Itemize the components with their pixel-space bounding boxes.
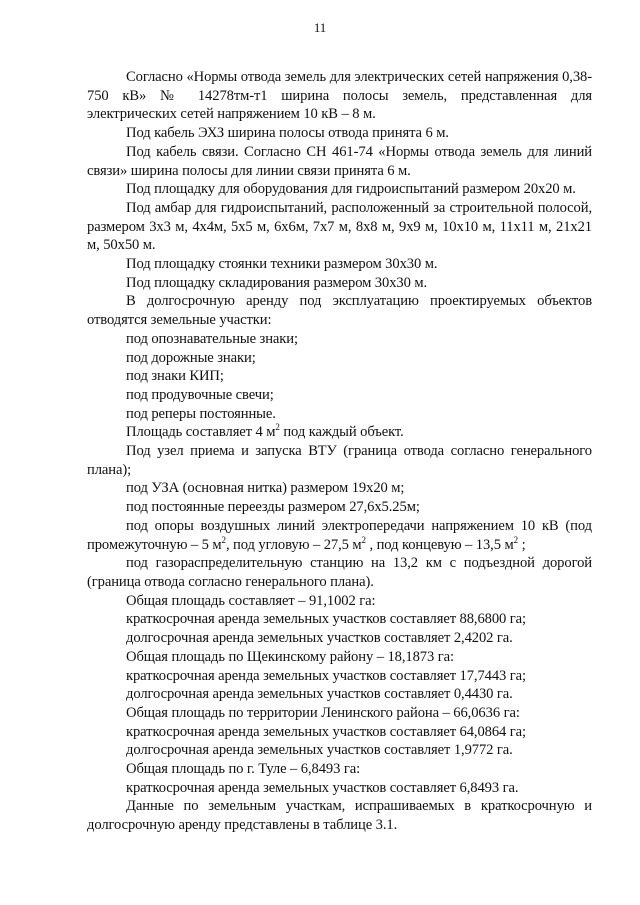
list-item: под реперы постоянные. — [126, 405, 276, 422]
superscript: 2 — [275, 422, 280, 433]
summary-line: краткосрочная аренда земельных участков составляет 88,6800 га; — [126, 611, 527, 628]
list-item: под опознавательные знаки; — [126, 330, 298, 347]
page-number: 11 — [313, 20, 327, 35]
paragraph: Данные по земельным участкам, испрашиваемых в краткосрочную и долгосрочную аренду представлены в таблице 3.1. — [87, 798, 592, 834]
list-item: под знаки КИП; — [126, 368, 224, 385]
paragraph: под газораспределительную станцию на 13,2 км с подъездной дорогой (граница отвода согласно генерального плана). — [87, 555, 592, 590]
list-item: под продувочные свечи; — [126, 386, 274, 403]
superscript: 2 — [513, 534, 519, 545]
summary-line: краткосрочная аренда земельных участков составляет 6,8493 га. — [126, 779, 519, 796]
summary-line: долгосрочная аренда земельных участков составляет 2,4202 га. — [126, 630, 513, 647]
summary-line: долгосрочная аренда земельных участков составляет 0,4430 га. — [126, 686, 513, 703]
document-body — [87, 68, 592, 835]
paragraph: Под площадку стоянки техники размером 30х30 м. — [126, 256, 438, 273]
area-statement — [87, 423, 592, 442]
summary-line: долгосрочная аренда земельных участков составляет 1,9772 га. — [126, 742, 513, 759]
paragraph-supports: под опоры воздушных линий электропередачи напряжением 10 кВ (под промежуточную – 5 $м^2$, под угловую – 27,5 $м^2$ , под концевую – 13,5 $м^2$ ; — [87, 517, 592, 553]
summary-line: краткосрочная аренда земельных участков составляет 17,7443 га; — [126, 667, 527, 684]
summary-line: Общая площадь по г. Туле – 6,8493 га: — [126, 761, 361, 778]
paragraph: Под кабель ЭХЗ ширина полосы отвода принята 6 м. — [126, 125, 449, 142]
summary-line: Общая площадь по Щекинскому району – 18,1873 га: — [126, 648, 454, 665]
list-item: под дорожные знаки; — [126, 349, 256, 366]
superscript: 2 — [361, 534, 366, 545]
paragraph: под постоянные переезды размером 27,6х5.25м; — [126, 499, 420, 516]
paragraph: Под площадку для оборудования для гидроиспытаний размером 20х20 м. — [126, 181, 576, 198]
area-text-end: под каждый объект. — [279, 424, 404, 441]
paragraph: Под амбар для гидроиспытаний, расположенный за строительной полосой, размером 3х3 м, 4х4м, 5х5 м, 6х6м, 7х7 м, 8х8 м, 9х9 м, 10х10 м, 11х11 м, 21х21 м, 50х50 м. — [87, 199, 592, 254]
paragraph: В долгосрочную аренду под эксплуатацию проектируемых объектов отводятся земельные участки: — [87, 293, 592, 329]
paragraph: под УЗА (основная нитка) размером 19х20 м; — [126, 480, 405, 497]
superscript: 2 — [221, 534, 226, 545]
paragraph: Под площадку складирования размером 30х30 м. — [126, 274, 428, 291]
paragraph: Согласно «Нормы отвода земель для электрических сетей напряжения 0,38-750 кВ» № 14278тм-т1 ширина полосы земель, представленная для электрических сетей напряжением 10 кВ – 8 м. — [87, 69, 592, 123]
summary-line: Общая площадь по территории Ленинского района – 66,0636 га: — [126, 704, 520, 721]
summary-line: Общая площадь составляет – 91,1002 га: — [126, 592, 376, 609]
paragraph: Под узел приема и запуска ВТУ (граница отвода согласно генерального плана); — [87, 443, 592, 478]
area-text: Площадь составляет 4 м — [126, 424, 276, 441]
paragraph: Под кабель связи. Согласно СН 461-74 «Нормы отвода земель для линий связи» ширина полосы для линии связи принята 6 м. — [87, 143, 592, 179]
summary-line: краткосрочная аренда земельных участков составляет 64,0864 га; — [126, 723, 527, 740]
